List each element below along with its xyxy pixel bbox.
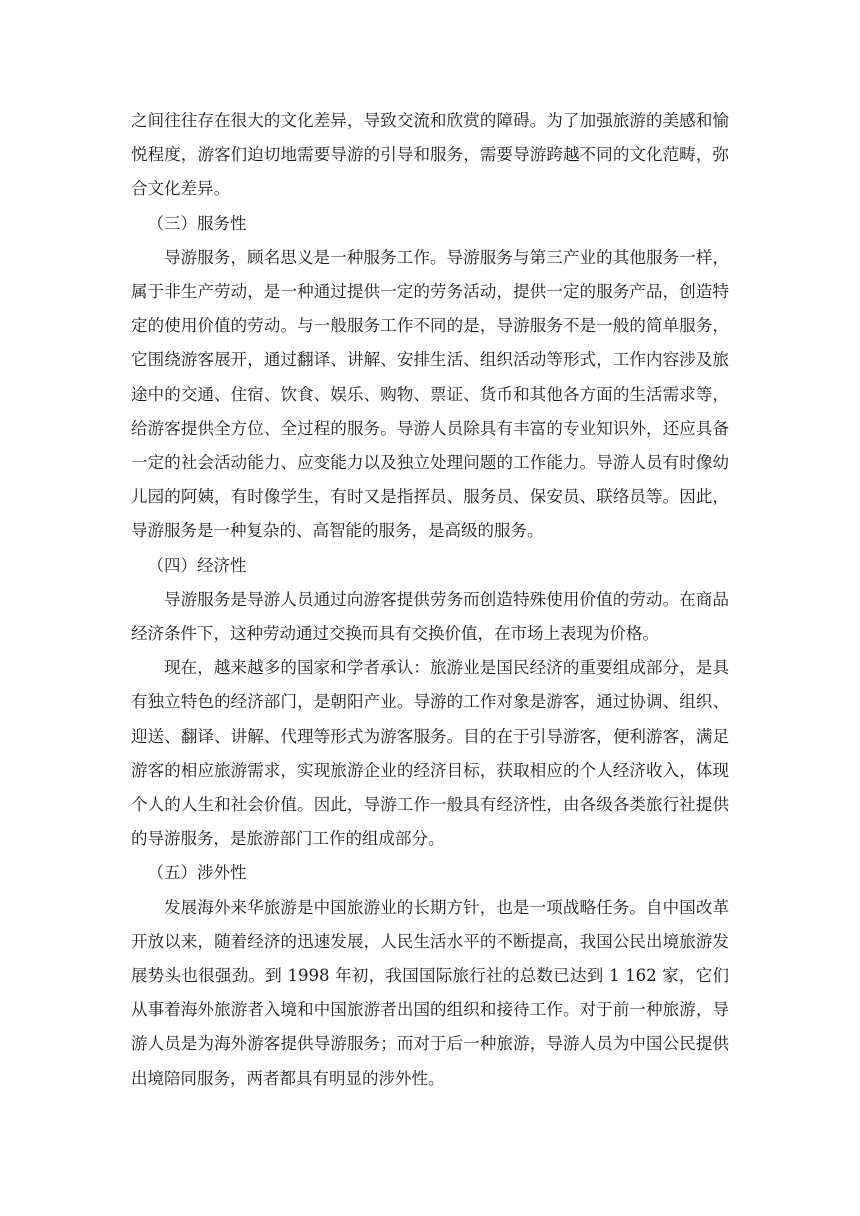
body-paragraph-continued: 之间往往存在很大的文化差异，导致交流和欣赏的障碍。为了加强旅游的美感和愉悦程度，游客们迫切地需要导游的引导和服务，需要导游跨越不同的文化范畴，弥合文化差异。 [131, 111, 729, 199]
body-paragraph: 现在，越来越多的国家和学者承认：旅游业是国民经济的重要组成部分，是具有独立特色的经济部门，是朝阳产业。导游的工作对象是游客，通过协调、组织、迎送、翻译、讲解、代理等形式为游客服务。目的在于引导游客，便利游客，满足游客的相应旅游需求，实现旅游企业的经济目标，获取相应的个人经济收入，体现个人的人生和社会价值。因此，导游工作一般具有经济性，由各级各类旅行社提供的导游服务，是旅游部门工作的组成部分。 [131, 658, 729, 849]
body-paragraph: 导游服务是导游人员通过向游客提供劳务而创造特殊使用价值的劳动。在商品经济条件下，这种劳动通过交换而具有交换价值，在市场上表现为价格。 [131, 589, 729, 644]
body-paragraph: 导游服务，顾名思义是一种服务工作。导游服务与第三产业的其他服务一样，属于非生产劳动，是一种通过提供一定的劳务活动，提供一定的服务产品，创造特定的使用价值的劳动。与一般服务工作不同的是，导游服务不是一般的简单服务，它围绕游客展开，通过翻译、讲解、安排生活、组织活动等形式，工作内容涉及旅途中的交通、住宿、饮食、娱乐、购物、票证、货币和其他各方面的生活需求等，给游客提供全方位、全过程的服务。导游人员除具有丰富的专业知识外，还应具备一定的社会活动能力、应变能力以及独立处理问题的工作能力。导游人员有时像幼儿园的阿姨，有时像学生，有时又是指挥员、服务员、保安员、联络员等。因此，导游服务是一种复杂的、高智能的服务，是高级的服务。 [131, 247, 729, 541]
section-heading-service: （三）服务性 [147, 213, 247, 233]
document-body [131, 104, 729, 1096]
body-paragraph: 发展海外来华旅游是中国旅游业的长期方针，也是一项战略任务。自中国改革开放以来，随着经济的迅速发展，人民生活水平的不断提高，我国公民出境旅游发展势头也很强劲。到 1998 年初，我国国际旅行社的总数已达到 1 162 家，它们从事着海外旅游者入境和中国旅游者出国的组织和接待工作。对于前一种旅游，导游人员是为海外游客提供导游服务；而对于后一种旅游，导游人员为中国公民提供出境陪同服务，两者都具有明显的涉外性。 [131, 897, 729, 1088]
section-heading-foreign: （五）涉外性 [147, 863, 247, 883]
section-heading-economic: （四）经济性 [147, 555, 247, 575]
